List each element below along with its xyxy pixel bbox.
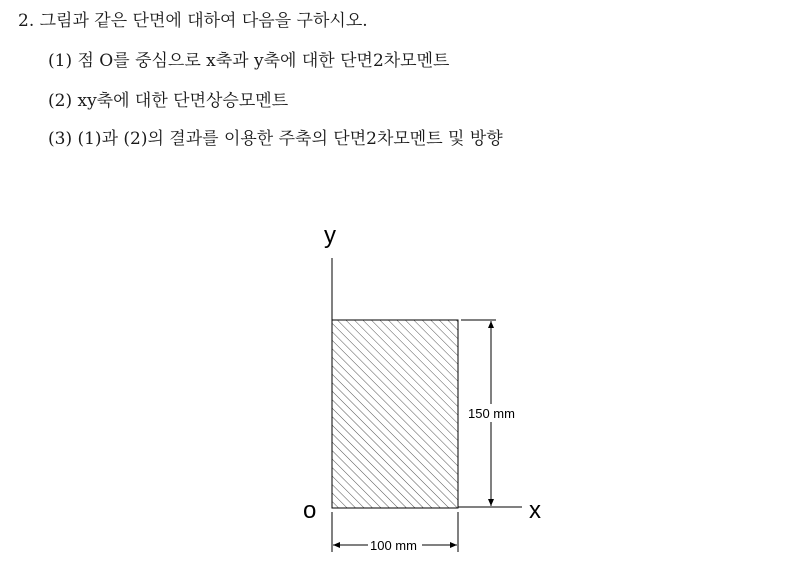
x-axis-label: x — [529, 497, 541, 524]
width-dimension-label: 100 mm — [370, 538, 417, 553]
height-dimension-label: 150 mm — [468, 406, 515, 421]
rectangular-section — [332, 320, 458, 508]
origin-label: o — [303, 497, 317, 524]
question-item-1: (1) 점 O를 중심으로 x축과 y축에 대한 단면2차모멘트 — [48, 51, 450, 71]
y-axis-label: y — [324, 222, 336, 249]
question-item-2: (2) xy축에 대한 단면상승모멘트 — [48, 91, 289, 111]
question-item-3: (3) (1)과 (2)의 결과를 이용한 주축의 단면2차모멘트 및 방향 — [48, 129, 503, 149]
question-title: 2. 그림과 같은 단면에 대하여 다음을 구하시오. — [18, 11, 368, 31]
